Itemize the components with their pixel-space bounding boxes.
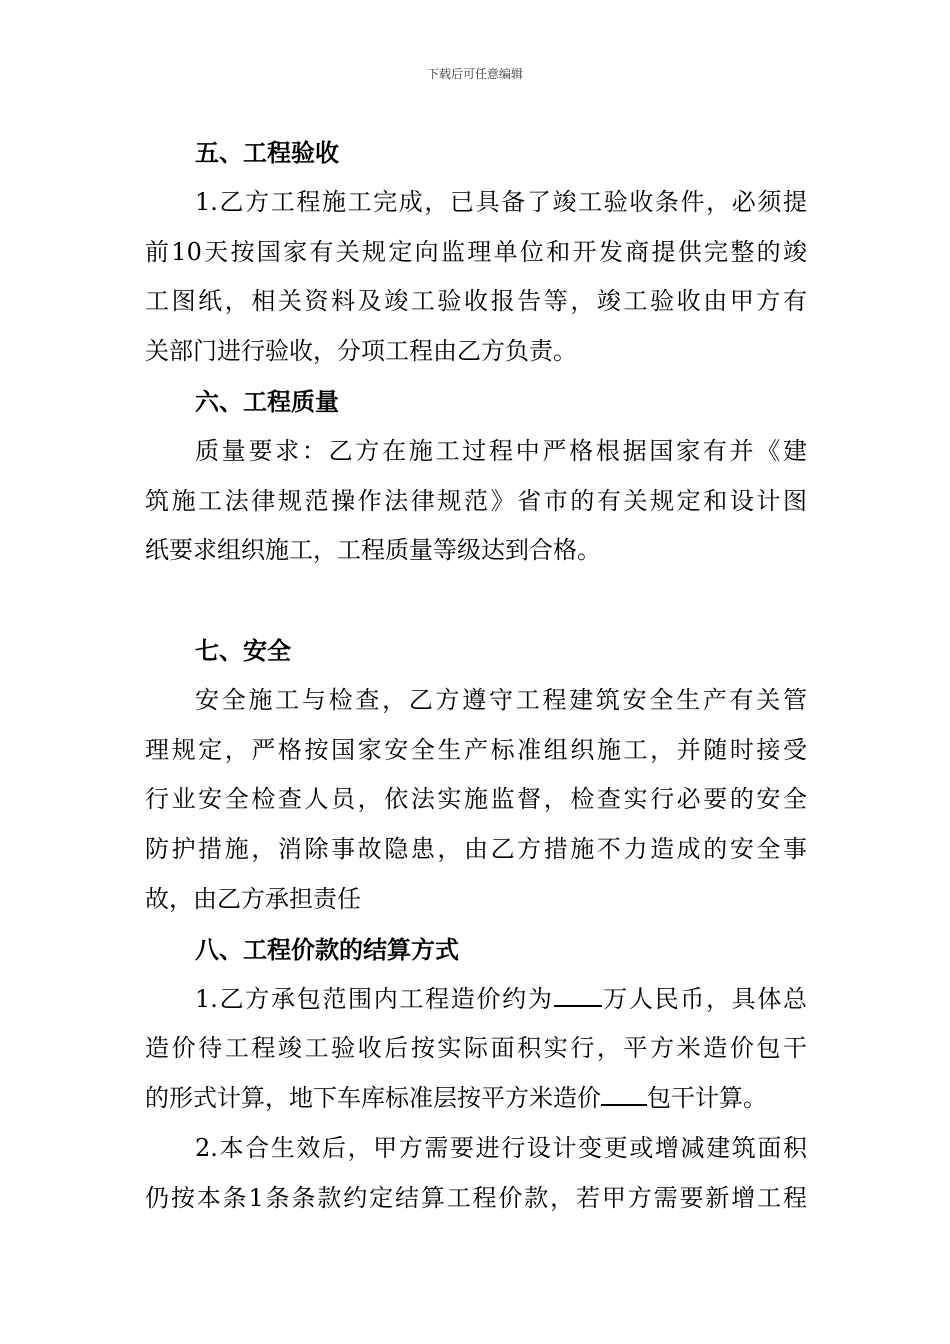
text-segment: 万人民币，具体总 bbox=[601, 984, 808, 1013]
section-heading-quality: 六、工程质量 bbox=[195, 386, 339, 416]
section-heading-settlement: 八、工程价款的结算方式 bbox=[195, 934, 459, 964]
text-line: 前10天按国家有关规定向监理单位和开发商提供完整的竣 bbox=[145, 237, 807, 266]
text-line: 理规定，严格按国家安全生产标准组织施工，并随时接受 bbox=[145, 735, 807, 764]
text-segment: 1.乙方承包范围内工程造价约为 bbox=[195, 984, 554, 1013]
page-header: 下载后可任意编辑 bbox=[426, 67, 523, 81]
text-line: 筑施工法律规范操作法律规范》省市的有关规定和设计图 bbox=[145, 486, 807, 515]
blank-underline bbox=[554, 975, 602, 1007]
text-segment: 包干计算。 bbox=[647, 1084, 767, 1113]
paragraph-settlement-1 bbox=[145, 975, 807, 1124]
text-line: 造价待工程竣工验收后按实际面积实行，平方米造价包干 bbox=[145, 1034, 807, 1063]
text-line: 行业安全检查人员，依法实施监督，检查实行必要的安全 bbox=[145, 785, 807, 814]
text-line: 质量要求：乙方在施工过程中严格根据国家有并《建 bbox=[195, 436, 807, 465]
section-heading-acceptance: 五、工程验收 bbox=[195, 138, 339, 167]
blank-line bbox=[145, 576, 807, 626]
text-line: 2.本合生效后，甲方需要进行设计变更或增减建筑面积 bbox=[195, 1133, 807, 1162]
text-line: 仍按本条1条条款约定结算工程价款，若甲方需要新增工程 bbox=[145, 1183, 807, 1212]
text-segment: 的形式计算，地下车库标准层按平方米造价 bbox=[145, 1084, 601, 1113]
text-line: 关部门进行验收，分项工程由乙方负责。 bbox=[145, 337, 577, 366]
text-line bbox=[145, 1074, 807, 1124]
text-line: 纸要求组织施工，工程质量等级达到合格。 bbox=[145, 536, 601, 565]
text-line: 工图纸，相关资料及竣工验收报告等，竣工验收由甲方有 bbox=[145, 287, 807, 316]
blank-underline bbox=[601, 1074, 647, 1106]
paragraph-quality bbox=[145, 427, 807, 576]
section-heading-safety: 七、安全 bbox=[195, 635, 291, 665]
document-body bbox=[145, 128, 807, 1224]
text-line: 安全施工与检查，乙方遵守工程建筑安全生产有关管 bbox=[195, 685, 807, 714]
text-line: 1.乙方工程施工完成，已具备了竣工验收条件，必须提 bbox=[195, 187, 807, 216]
paragraph-settlement-2 bbox=[145, 1124, 807, 1224]
text-line bbox=[145, 975, 807, 1025]
text-line: 故，由乙方承担责任 bbox=[145, 884, 361, 913]
paragraph-safety bbox=[145, 676, 807, 925]
paragraph-acceptance bbox=[145, 178, 807, 377]
text-line: 防护措施，消除事故隐患，由乙方措施不力造成的安全事 bbox=[145, 835, 807, 864]
